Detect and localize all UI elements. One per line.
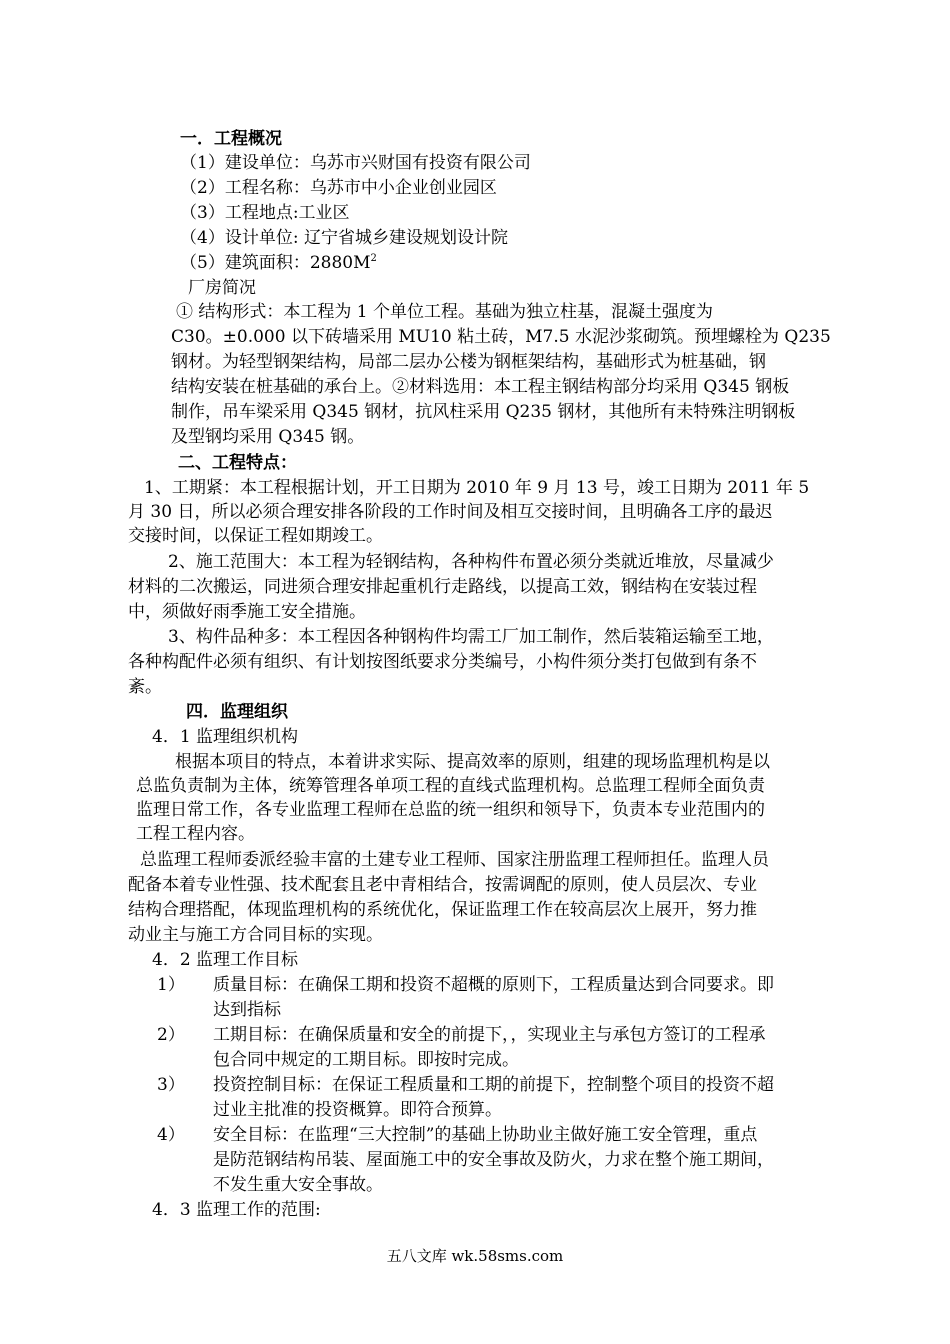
para-structure-text: ① 结构形式：本工程为 1 个单位工程。基础为独立柱基，混凝土强度为 xyxy=(176,302,714,322)
info-project-name: （2）工程名称：乌苏市中小企业创业园区 xyxy=(180,178,497,198)
para-schedule-line: 交接时间，以保证工程如期竣工。 xyxy=(128,526,383,546)
para-org-line: 监理日常工作，各专业监理工程师在总监的统一组织和领导下，负责本专业范围内的 xyxy=(136,800,765,820)
para-structure-line: 结构安装在桩基础的承台上。②材料选用：本工程主钢结构部分均采用 Q345 钢板 xyxy=(171,377,790,397)
heading-supervision-org: 四．监理组织 xyxy=(186,702,288,722)
goal-line: 工期目标：在确保质量和安全的前提下，，实现业主与承包方签订的工程承 xyxy=(213,1025,766,1045)
section-4-2-title: 4．2 监理工作目标 xyxy=(152,950,299,970)
para-structure-line: C30。±0.000 以下砖墙采用 MU10 粘土砖，M7.5 水泥沙浆砌筑。预埋螺栓为 Q235 xyxy=(171,327,831,347)
para-org-line: 根据本项目的特点，本着讲求实际、提高效率的原则，组建的现场监理机构是以 xyxy=(175,752,770,772)
para-components-line: 紊。 xyxy=(128,677,162,697)
goal-number: 3） xyxy=(157,1075,185,1095)
info-owner: （1）建设单位：乌苏市兴财国有投资有限公司 xyxy=(180,153,531,173)
info-area xyxy=(180,251,377,275)
info-area-text: （5）建筑面积：2880M xyxy=(180,253,371,273)
para-structure-line: 钢材。为轻型钢架结构，局部二层办公楼为钢框架结构，基础形式为桩基础，钢 xyxy=(171,352,766,372)
info-location: （3）工程地点:工业区 xyxy=(180,203,350,223)
para-staff-line: 总监理工程师委派经验丰富的土建专业工程师、国家注册监理工程师担任。监理人员 xyxy=(140,850,769,870)
goal-line: 质量目标：在确保工期和投资不超概的原则下，工程质量达到合同要求。即 xyxy=(213,975,774,995)
para-staff-line: 结构合理搭配，体现监理机构的系统优化，保证监理工作在较高层次上展开，努力推 xyxy=(128,900,757,920)
para-schedule-line: 1、工期紧：本工程根据计划，开工日期为 2010 年 9 月 13 号，竣工日期为 2011 年 5 xyxy=(144,478,810,498)
para-org-line: 总监负责制为主体，统筹管理各单项工程的直线式监理机构。总监理工程师全面负责 xyxy=(136,776,765,796)
goal-number: 4） xyxy=(157,1125,185,1145)
area-superscript: 2 xyxy=(370,253,377,264)
para-scope-line: 材料的二次搬运，同进须合理安排起重机行走路线，以提高工效，钢结构在安装过程 xyxy=(128,577,757,597)
goal-line: 安全目标：在监理“三大控制”的基础上协助业主做好施工安全管理，重点 xyxy=(213,1125,758,1145)
goal-line: 过业主批准的投资概算。即符合预算。 xyxy=(213,1100,502,1120)
goal-line: 达到指标 xyxy=(213,1000,281,1020)
section-4-1-title: 4．1 监理组织机构 xyxy=(152,727,299,747)
page-footer: 五八文库 wk.58sms.com xyxy=(386,1247,564,1265)
factory-title: 厂房简况 xyxy=(188,278,256,298)
para-structure-line: 制作，吊车梁采用 Q345 钢材，抗风柱采用 Q235 钢材，其他所有未特殊注明钢板 xyxy=(171,402,796,422)
para-scope-line: 中，须做好雨季施工安全措施。 xyxy=(128,602,366,622)
goal-line: 包合同中规定的工期目标。即按时完成。 xyxy=(213,1050,519,1070)
goal-line: 投资控制目标：在保证工程质量和工期的前提下，控制整个项目的投资不超 xyxy=(213,1075,774,1095)
info-designer: （4）设计单位: 辽宁省城乡建设规划设计院 xyxy=(180,228,508,248)
para-structure-line xyxy=(176,300,852,324)
para-components-line: 3、构件品种多：本工程因各种钢构件均需工厂加工制作，然后装箱运输至工地， xyxy=(168,627,774,647)
section-4-3-title: 4．3 监理工作的范围: xyxy=(152,1200,321,1220)
goal-number: 1） xyxy=(157,975,185,995)
para-scope-line: 2、施工范围大：本工程为轻钢结构，各种构件布置必须分类就近堆放，尽量减少 xyxy=(168,552,774,572)
para-staff-line: 动业主与施工方合同目标的实现。 xyxy=(128,925,383,945)
goal-line: 不发生重大安全事故。 xyxy=(213,1175,383,1195)
para-schedule-line: 月 30 日，所以必须合理安排各阶段的工作时间及相互交接时间，且明确各工序的最迟 xyxy=(128,502,773,522)
para-staff-line: 配备本着专业性强、技术配套且老中青相结合，按需调配的原则，使人员层次、专业 xyxy=(128,875,757,895)
para-components-line: 各种构配件必须有组织、有计划按图纸要求分类编号，小构件须分类打包做到有条不 xyxy=(128,652,757,672)
heading-project-features: 二、工程特点： xyxy=(178,453,297,473)
goal-line: 是防范钢结构吊装、屋面施工中的安全事故及防火，力求在整个施工期间， xyxy=(213,1150,774,1170)
para-structure-line: 及型钢均采用 Q345 钢。 xyxy=(171,427,365,447)
goal-number: 2） xyxy=(157,1025,185,1045)
para-org-line: 工程工程内容。 xyxy=(136,824,255,844)
heading-project-overview: 一．工程概况 xyxy=(180,129,282,149)
